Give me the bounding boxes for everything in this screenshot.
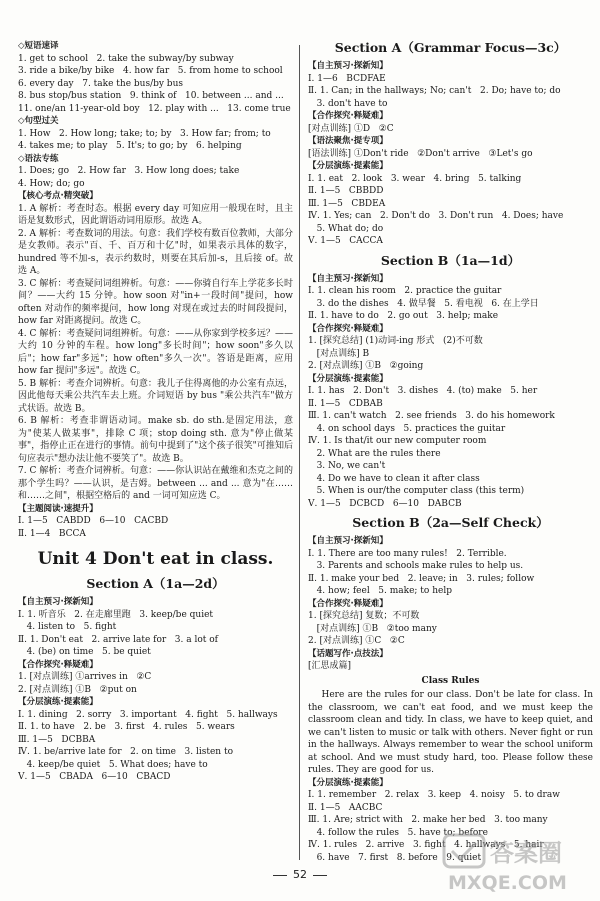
s3-layer-line: 4. follow the rules 5. have to; before xyxy=(308,827,488,838)
s2-layer-line: Ⅲ. 1. can't watch 2. see friends 3. do his homework xyxy=(308,411,555,421)
s2-layer-line: Ⅱ. 1—5 CDBAB xyxy=(308,398,383,409)
core-item: 1. A 解析：考查时态。根据 every day 可知应用一般现在时，且主语是复数形式，因此谓语动词用原形。故选 A。 xyxy=(18,203,293,226)
s1-preview-heading: 【自主预习·探新知】 xyxy=(308,61,388,71)
left-column xyxy=(18,40,293,784)
vocab-line: 8. bus stop/bus station 9. think of 10. between ... and ... xyxy=(18,91,284,101)
s3-preview-line: 4. how; feel 5. make; to help xyxy=(308,586,452,596)
s2-coop-line: 1. [探究总结] (1)动词-ing 形式 (2)不可数 xyxy=(308,336,483,346)
reading-heading: 【主题阅读·速提升】 xyxy=(18,503,98,514)
preview-list xyxy=(18,609,293,659)
s2-coop-line: 2. [对点训练] ①B ②going xyxy=(308,361,424,371)
vocab-line: 3. ride a bike/by bike 4. how far 5. from home to school xyxy=(18,66,283,76)
unit-title: Unit 4 Don't eat in class. xyxy=(37,549,274,569)
s3-preview-list xyxy=(308,548,593,598)
s1-preview-line: 3. don't have to xyxy=(308,98,388,109)
core-item: 6. B 解析：考查非谓语动词。make sb. do sth.是固定用法，意为"使某人做某事"，排除 C 项；stop doing sth. 意为"停止做某事"，指停止正在进行的事情。前句中提到了"这个孩子很笑"可推知后句应表示"想办法让他不要笑了"。故选 B。 xyxy=(18,416,293,464)
s3-preview-heading: 【自主预习·探新知】 xyxy=(308,536,388,546)
s3-layer-line: 6. have 7. first 8. before 9. quiet xyxy=(308,852,482,863)
layer-list xyxy=(18,709,293,784)
coop-heading: 【合作探究·释疑难】 xyxy=(18,659,98,670)
sentence-line: 1. How 2. How long; take; to; by 3. How far; from; to xyxy=(18,128,271,139)
preview-line: Ⅰ. 1. 听音乐 2. 在走廊里跑 3. keep/be quiet xyxy=(18,609,214,620)
s1-layer-line: 5. What do; do xyxy=(308,223,384,234)
section1-title: Section A（Grammar Focus—3c） xyxy=(334,40,567,55)
s2-coop-line: [对点训练] B xyxy=(308,348,370,359)
s2-layer-line: 5. When is our/the computer class (this term) xyxy=(308,486,525,496)
column-divider xyxy=(299,45,300,860)
s3-layer-heading: 【分层演练·提素能】 xyxy=(308,777,388,788)
essay-title: Class Rules xyxy=(421,675,480,686)
watermark-text-cn: 答案圈 xyxy=(490,839,562,867)
s1-layer-list xyxy=(308,173,593,248)
s2-coop-list xyxy=(308,335,593,373)
s3-writing-heading: 【话题写作·点技法】 xyxy=(308,648,388,659)
s1-layer-line: Ⅳ. 1. Yes; can 2. Don't do 3. Don't run 4. Does; have xyxy=(308,211,564,221)
core-heading: 【核心考点·精突破】 xyxy=(18,191,98,201)
core-item: 7. C 解析：考查介词辨析。句意：——你认识站在戴维和杰克之间的那个学生吗？——认识，是吉姆。between ... and ... 意为"在……和……之间"，根据空格后的 and 一词可知应选 C。 xyxy=(18,466,293,501)
reading-list xyxy=(18,515,293,540)
preview-line: Ⅱ. 1. Don't eat 2. arrive late for 3. a lot of xyxy=(18,634,219,645)
s2-layer-line: Ⅳ. 1. Is that/it our new computer room xyxy=(308,436,487,446)
coop-list xyxy=(18,671,293,696)
preview-line: 4. (be) on time 5. be quiet xyxy=(18,647,151,657)
essay-text: Here are the rules for our class. Don't be late for class. In the classroom, we can't eat food, and we must keep the classroom clean and tidy. In class, we have to keep quiet, and we can't listen to music or talk with others. Never fight or run in the hallways. Always remember to wear the school uniform at school. And we must study hard, too. Please follow these rules. They are good for us. xyxy=(308,690,593,775)
coop-line: 1. [对点训练] ①arrives in ②C xyxy=(18,672,152,682)
s2-layer-heading: 【分层演练·提素能】 xyxy=(308,373,388,384)
s2-preview-list xyxy=(308,285,593,323)
s2-layer-line: 2. What are the rules there xyxy=(308,448,441,459)
s1-coop-heading: 【合作探究·释疑难】 xyxy=(308,111,388,121)
layer-heading: 【分层演练·提素能】 xyxy=(18,697,98,707)
s1-coop-list xyxy=(308,123,593,136)
vocab-line: 6. every day 7. take the bus/by bus xyxy=(18,78,183,89)
s1-layer-line: Ⅱ. 1—5 CBBDD xyxy=(308,186,384,196)
s2-layer-line: 4. Do we have to clean it after class xyxy=(308,473,480,484)
watermark-text-url: MXQE.COM xyxy=(448,872,567,894)
vocab-line: 11. one/an 11-year-old boy 12. play with ... 13. come true xyxy=(18,103,291,114)
sentence-list xyxy=(18,128,293,153)
s3-layer-line: Ⅰ. 1. remember 2. relax 3. keep 4. noisy 5. to draw xyxy=(308,790,560,800)
s1-coop-line: [对点训练] ①D ②C xyxy=(308,123,394,134)
core-item: 4. C 解析：考查疑问词组辨析。句意：——从你家到学校多远？——大约 10 分钟的车程。how long"多长时间"；how soon"多久以后"；how far"多远"；how often"多久一次"。答语是距离，应用 how far 提问"多远"。故选 C。 xyxy=(18,328,293,376)
s2-layer-line: Ⅰ. 1. has 2. Don't 3. dishes 4. (to) make 5. her xyxy=(308,386,538,396)
sentence-line: 4. takes me; to play 5. It's; to go; by 6. helping xyxy=(18,141,242,151)
preview-heading: 【自主预习·探新知】 xyxy=(18,597,98,607)
grammar-list xyxy=(18,165,293,190)
s1-layer-line: Ⅲ. 1—5 CBDEA xyxy=(308,198,386,209)
grammar-heading: ◇语法专练 xyxy=(18,153,59,164)
s3-coop-list xyxy=(308,610,593,648)
coop-line: 2. [对点训练] ①B ②put on xyxy=(18,684,137,695)
s3-layer-list xyxy=(308,789,593,864)
page-number xyxy=(0,868,600,881)
s3-coop-line: [对点训练] ①B ②too many xyxy=(308,623,437,634)
s1-preview-line: Ⅱ. 1. Can; in the hallways; No; can't 2. Do; have to; do xyxy=(308,86,561,96)
s1-layer-heading: 【分层演练·提素能】 xyxy=(308,161,388,171)
s3-writing-sub: [汇思成篇] xyxy=(308,661,352,671)
s3-coop-line: 2. [对点训练] ①C ②C xyxy=(308,636,405,646)
section2-title: Section B（1a—1d） xyxy=(380,252,521,268)
page-number-text: 52 xyxy=(293,868,307,881)
s1-preview-list xyxy=(308,73,593,111)
preview-line: 4. listen to 5. fight xyxy=(18,622,117,632)
layer-line: 4. keep/be quiet 5. What does; have to xyxy=(18,759,208,770)
s2-preview-heading: 【自主预习·探新知】 xyxy=(308,273,388,284)
reading-line: Ⅱ. 1—4 BCCA xyxy=(18,528,86,539)
vocab-line: 1. get to school 2. take the subway/by subway xyxy=(18,53,234,64)
s1-grammar-heading: 【语法聚焦·提专项】 xyxy=(308,136,388,146)
core-item: 3. C 解析：考查疑问词组辨析。句意：——你骑自行车上学花多长时间？——大约 15 分钟。how soon 对"in+一段时间"提问，how often 对动作的频率提问，how long 对现在或过去的时间段提问，how far 对距离提问。故选 C。 xyxy=(18,278,293,326)
s2-preview-line: 3. do the dishes 4. 做早餐 5. 看电视 6. 在上学日 xyxy=(308,298,539,309)
s3-coop-heading: 【合作探究·释疑难】 xyxy=(308,598,388,609)
s1-grammar-line: [语法训练] ①Don't ride ②Don't arrive ③Let's go xyxy=(308,148,533,159)
layer-line: Ⅲ. 1—5 DCBBA xyxy=(18,734,96,745)
s3-coop-line: 1. [探究总结] 复数；不可数 xyxy=(308,611,420,621)
core-item: 2. A 解析：考查数词的用法。句意：我们学校有数百位教师，大部分是女教师。表示"百、千、百万和十亿"时，如果表示具体的数字，hundred 等不加-s，表示约数时，则要在其后加-s，且后接 of。故选 A。 xyxy=(18,228,293,276)
s2-layer-list xyxy=(308,385,593,510)
layer-line: Ⅰ. 1. dining 2. sorry 3. important 4. fight 5. hallways xyxy=(18,709,278,720)
section-title: Section A（1a—2d） xyxy=(86,576,225,591)
reading-line: Ⅰ. 1—5 CABDD 6—10 CACBD xyxy=(18,516,169,526)
s2-layer-line: Ⅴ. 1—5 DCBCD 6—10 DABCB xyxy=(308,498,462,509)
s3-layer-line: Ⅳ. 1. rules 2. arrive 3. fight 4. hallways 5. hair xyxy=(308,840,544,850)
vocab-list xyxy=(18,53,293,116)
grammar-line: 1. Does; go 2. How far 3. How long does; take xyxy=(18,166,240,176)
s3-layer-line: Ⅱ. 1—5 AACBC xyxy=(308,802,383,813)
grammar-line: 4. How; do; go xyxy=(18,178,85,189)
s2-preview-line: Ⅱ. 1. have to do 2. go out 3. help; make xyxy=(308,311,499,321)
s2-coop-heading: 【合作探究·释疑难】 xyxy=(308,323,388,334)
s3-preview-line: Ⅰ. 1. There are too many rules! 2. Terrible. xyxy=(308,548,507,559)
core-item: 5. B 解析：考查介词辨析。句意：我儿子住得离他的办公室有点远，因此他每天乘公共汽车去上班。介词短语 by bus "乘公共汽车"做方式状语。故选 B。 xyxy=(18,378,293,414)
s3-preview-line: Ⅱ. 1. make your bed 2. leave; in 3. rules; follow xyxy=(308,573,535,584)
s3-preview-line: 3. Parents and schools make rules to help us. xyxy=(308,561,524,571)
s1-layer-line: Ⅴ. 1—5 CACCA xyxy=(308,236,383,246)
s3-layer-line: Ⅲ. 1. Are; strict with 2. make her bed 3. too many xyxy=(308,815,548,825)
s2-layer-line: 4. on school days 5. practices the guitar xyxy=(308,423,506,434)
s1-layer-line: Ⅰ. 1. eat 2. look 3. wear 4. bring 5. talking xyxy=(308,173,522,184)
core-list xyxy=(18,203,293,503)
right-column xyxy=(308,40,593,864)
layer-line: Ⅱ. 1. to have 2. be 3. first 4. rules 5. wears xyxy=(18,722,235,732)
s1-preview-line: Ⅰ. 1—6 BCDFAE xyxy=(308,73,386,84)
s2-layer-line: 3. No, we can't xyxy=(308,461,386,471)
sentence-heading: ◇句型过关 xyxy=(18,116,59,126)
section3-title: Section B（2a—Self Check） xyxy=(352,515,549,530)
s2-preview-line: Ⅰ. 1. clean his room 2. practice the guitar xyxy=(308,286,502,296)
vocab-heading: ◇短语速译 xyxy=(18,41,59,51)
layer-line: Ⅳ. 1. be/arrive late for 2. on time 3. listen to xyxy=(18,747,234,757)
s1-grammar-list xyxy=(308,148,593,161)
layer-line: Ⅴ. 1—5 CBADA 6—10 CBACD xyxy=(18,772,171,782)
